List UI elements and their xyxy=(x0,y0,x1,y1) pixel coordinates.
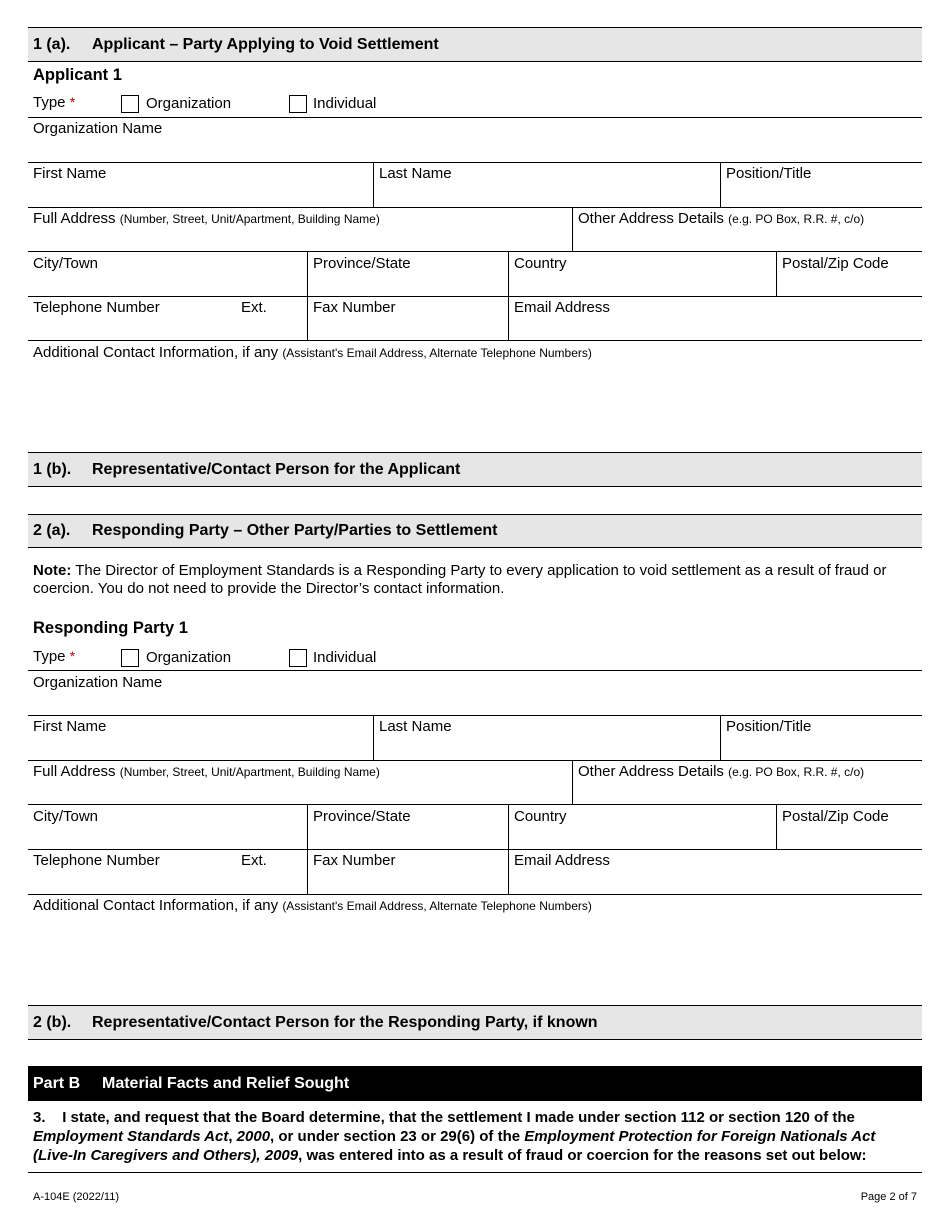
section-number: 1 (a). xyxy=(33,35,71,53)
required-marker: * xyxy=(69,648,76,664)
director-note: Note: The Director of Employment Standards is a Responding Party to every application to void settlement as a result of fraud or coercion. You do not need to provide the Director’s contact information. xyxy=(33,562,887,597)
part-title: Material Facts and Relief Sought xyxy=(102,1074,350,1092)
organization-label: Organization xyxy=(146,95,232,112)
postal-field[interactable]: Postal/Zip Code xyxy=(782,808,889,825)
postal-field[interactable]: Postal/Zip Code xyxy=(782,255,889,272)
part-b-header xyxy=(28,1066,922,1101)
position-field[interactable]: Position/Title xyxy=(726,718,812,735)
section-number: 2 (b). xyxy=(33,1013,72,1031)
country-field[interactable]: Country xyxy=(514,808,567,825)
section-1a-header xyxy=(28,27,922,62)
section-2b-header xyxy=(28,1005,922,1040)
section-number: 1 (b). xyxy=(33,460,72,478)
responding-heading: Responding Party 1 xyxy=(33,619,188,637)
individual-label: Individual xyxy=(313,649,377,666)
section-title: Applicant – Party Applying to Void Settlement xyxy=(92,35,439,53)
province-field[interactable]: Province/State xyxy=(313,255,411,272)
organization-checkbox[interactable] xyxy=(121,95,139,113)
ext-field[interactable]: Ext. xyxy=(241,299,267,316)
additional-info-field[interactable]: Additional Contact Information, if any (Assistant's Email Address, Alternate Telephone Numbers) xyxy=(33,897,592,914)
other-address-field[interactable]: Other Address Details (e.g. PO Box, R.R. #, c/o) xyxy=(578,210,865,227)
type-label: Type * xyxy=(33,648,76,665)
first-name-field[interactable]: First Name xyxy=(33,718,107,735)
first-name-field[interactable]: First Name xyxy=(33,165,107,182)
full-address-field[interactable]: Full Address (Number, Street, Unit/Apartment, Building Name) xyxy=(33,210,380,227)
section-title: Responding Party – Other Party/Parties to Settlement xyxy=(92,522,498,539)
telephone-field[interactable]: Telephone Number xyxy=(33,299,160,316)
other-address-field[interactable]: Other Address Details (e.g. PO Box, R.R. #, c/o) xyxy=(578,763,865,780)
position-field[interactable]: Position/Title xyxy=(726,165,812,182)
last-name-field[interactable]: Last Name xyxy=(379,165,452,182)
fax-field[interactable]: Fax Number xyxy=(313,299,396,316)
country-field[interactable]: Country xyxy=(514,255,567,272)
individual-checkbox[interactable] xyxy=(289,649,307,667)
required-marker: * xyxy=(69,94,76,110)
full-address-field[interactable]: Full Address (Number, Street, Unit/Apartment, Building Name) xyxy=(33,763,380,780)
email-field[interactable]: Email Address xyxy=(514,299,610,316)
ext-field[interactable]: Ext. xyxy=(241,852,267,869)
last-name-field[interactable]: Last Name xyxy=(379,718,452,735)
org-name-field[interactable]: Organization Name xyxy=(33,120,163,137)
org-name-field[interactable]: Organization Name xyxy=(33,674,163,691)
city-field[interactable]: City/Town xyxy=(33,808,99,825)
page-number: Page 2 of 7 xyxy=(860,1191,917,1203)
applicant-heading: Applicant 1 xyxy=(33,66,122,84)
fax-field[interactable]: Fax Number xyxy=(313,852,396,869)
section-1b-header xyxy=(28,452,922,487)
question-3: 3. I state, and request that the Board determine, that the settlement I made under section 112 or section 120 of the Employment Standards Act, 2000, or under section 23 or 29(6) of the Employment Protection for Foreign Nationals Act (Live-In Caregivers and Others), 2009, was entered into as a result of fraud or coercion for the reasons set out below: xyxy=(33,1109,876,1164)
section-2a-header xyxy=(28,514,922,548)
individual-label: Individual xyxy=(313,95,377,112)
province-field[interactable]: Province/State xyxy=(313,808,411,825)
organization-label: Organization xyxy=(146,649,232,666)
organization-checkbox[interactable] xyxy=(121,649,139,667)
telephone-field[interactable]: Telephone Number xyxy=(33,852,160,869)
section-number: 2 (a). xyxy=(33,522,71,539)
individual-checkbox[interactable] xyxy=(289,95,307,113)
city-field[interactable]: City/Town xyxy=(33,255,99,272)
email-field[interactable]: Email Address xyxy=(514,852,610,869)
section-title: Representative/Contact Person for the Responding Party, if known xyxy=(92,1013,598,1031)
part-label: Part B xyxy=(33,1074,81,1092)
type-label: Type * xyxy=(33,94,76,111)
additional-info-field[interactable]: Additional Contact Information, if any (Assistant's Email Address, Alternate Telephone Numbers) xyxy=(33,344,592,361)
form-id: A-104E (2022/11) xyxy=(33,1191,120,1203)
section-title: Representative/Contact Person for the Applicant xyxy=(92,460,461,478)
